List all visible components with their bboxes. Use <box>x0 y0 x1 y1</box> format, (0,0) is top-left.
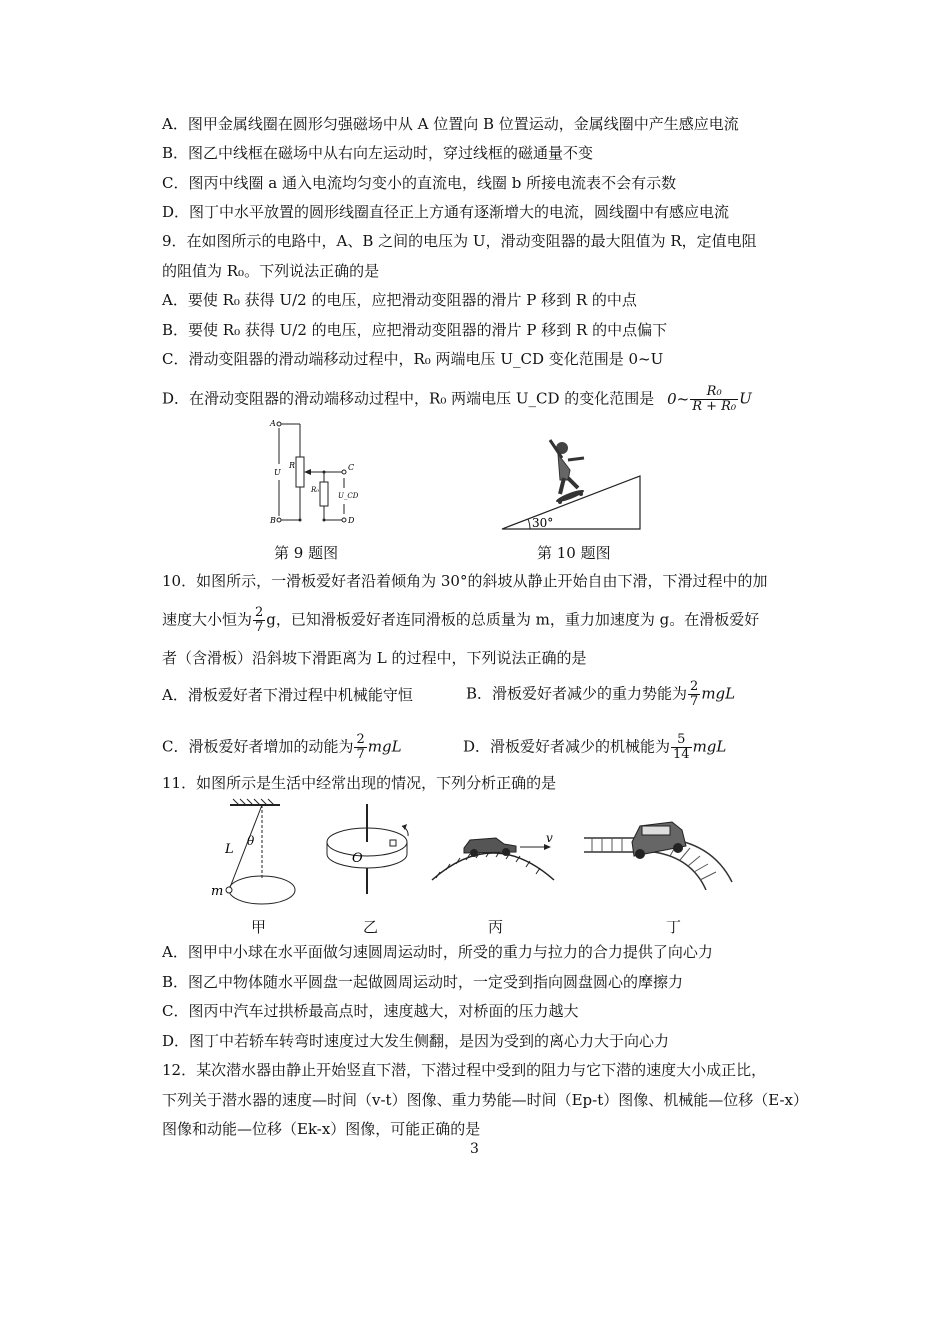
q8-option-c: C．图丙中线圈 a 通入电流均匀变小的直流电，线圈 b 所接电流表不会有示数 <box>162 174 677 192</box>
q10-c-den: 7 <box>356 747 365 762</box>
q12-stem-line3: 图像和动能—位移（Ek-x）图像，可能正确的是 <box>162 1120 481 1138</box>
q10-option-b <box>466 680 735 709</box>
q10-d-pre: D．滑板爱好者减少的机械能为 <box>463 737 671 756</box>
q11-label-l: L <box>225 842 234 857</box>
q9-d-fraction <box>690 385 738 414</box>
q9-option-d-text: D．在滑动变阻器的滑动端移动过程中，R₀ 两端电压 U_CD 的变化范围是 <box>162 389 655 408</box>
q10-slope-figure <box>498 428 648 534</box>
q10-d-post: mgL <box>692 737 727 756</box>
q11-option-b: B．图乙中物体随水平圆盘一起做圆周运动时，一定受到指向圆盘圆心的摩擦力 <box>162 973 684 991</box>
q10-stem2-post: g，已知滑板爱好者连同滑板的总质量为 m，重力加速度为 g。在滑板爱好 <box>266 610 760 629</box>
q10-c-post: mgL <box>367 737 402 756</box>
q12-stem-line2: 下列关于潜水器的速度—时间（v-t）图像、重力势能—时间（Ep-t）图像、机械能—位移（E-x） <box>162 1091 808 1109</box>
q10-stem-line1: 10．如图所示，一滑板爱好者沿着倾角为 30°的斜坡从静止开始自由下滑，下滑过程中的加 <box>162 572 768 590</box>
q10-option-c <box>162 733 402 762</box>
q8-option-a: A．图甲金属线圈在圆形匀强磁场中从 A 位置向 B 位置运动，金属线圈中产生感应电流 <box>162 115 739 133</box>
q10-option-a: A．滑板爱好者下滑过程中机械能守恒 <box>162 686 413 704</box>
q9-label-ucd: U_CD <box>338 492 359 500</box>
q11-option-c: C．图丙中汽车过拱桥最高点时，速度越大，对桥面的压力越大 <box>162 1002 579 1020</box>
q11-label-m: m <box>211 884 224 899</box>
page-number: 3 <box>470 1141 479 1157</box>
q9-figure-caption: 第 9 题图 <box>274 544 339 562</box>
q9-d-fraction-num: R₀ <box>690 385 738 400</box>
q11-option-a: A．图甲中小球在水平面做匀速圆周运动时，所受的重力与拉力的合力提供了向心力 <box>162 943 713 961</box>
q12-stem-line1: 12．某次潜水器由静止开始竖直下潜，下潜过程中受到的阻力与它下潜的速度大小成正比， <box>162 1061 767 1079</box>
q9-label-a: A <box>270 419 276 428</box>
q9-label-u: U <box>274 468 281 477</box>
q11-stem: 11．如图所示是生活中经常出现的情况，下列分析正确的是 <box>162 774 557 792</box>
q10-b-num: 2 <box>690 679 699 694</box>
q10-b-post: mgL <box>701 684 736 703</box>
q9-d-range-start: 0~ <box>667 389 690 408</box>
q10-b-pre: B．滑板爱好者减少的重力势能为 <box>466 684 688 703</box>
q10-option-d <box>463 733 726 762</box>
q9-option-b: B．要使 R₀ 获得 U/2 的电压，应把滑动变阻器的滑片 P 移到 R 的中点偏下 <box>162 321 668 339</box>
q10-stem2-pre: 速度大小恒为 <box>162 610 253 629</box>
q9-label-r: R <box>289 461 296 470</box>
q10-b-den: 7 <box>690 694 699 709</box>
q11-caption-jia: 甲 <box>251 918 267 936</box>
q10-d-den: 14 <box>673 747 690 762</box>
q11-fig-yi <box>322 802 417 897</box>
q9-label-d: D <box>348 516 355 525</box>
q10-accel-fraction <box>253 606 265 635</box>
car-icon <box>464 838 516 857</box>
q9-stem-line1: 9．在如图所示的电路中，A、B 之间的电压为 U，滑动变阻器的最大阻值为 R，定值电阻 <box>162 232 757 250</box>
q9-stem-line2: 的阻值为 R₀。下列说法正确的是 <box>162 262 380 280</box>
q9-label-b: B <box>270 516 276 525</box>
q10-d-num: 5 <box>671 733 692 748</box>
q10-angle-label: 30° <box>532 516 554 530</box>
q10-accel-num: 2 <box>255 605 264 620</box>
q11-fig-jia <box>205 797 305 907</box>
q8-option-d: D．图丁中水平放置的圆形线圈直径正上方通有逐渐增大的电流，圆线圈中有感应电流 <box>162 203 730 221</box>
q10-c-fraction <box>354 733 366 762</box>
q9-label-c: C <box>348 463 355 472</box>
q11-label-theta: θ <box>247 834 255 848</box>
q10-figure-caption: 第 10 题图 <box>537 544 611 562</box>
q10-c-pre: C．滑板爱好者增加的动能为 <box>162 737 354 756</box>
q9-option-a: A．要使 R₀ 获得 U/2 的电压，应把滑动变阻器的滑片 P 移到 R 的中点 <box>162 291 637 309</box>
skateboarder-icon <box>550 440 585 504</box>
q11-label-v: v <box>546 831 553 845</box>
q9-circuit-figure <box>262 418 372 528</box>
q11-caption-ding: 丁 <box>666 918 682 936</box>
q10-d-fraction <box>671 733 692 762</box>
q10-stem-line2 <box>162 606 759 635</box>
q11-option-d: D．图丁中若轿车转弯时速度过大发生侧翻，是因为受到的离心力大于向心力 <box>162 1032 670 1050</box>
q10-c-num: 2 <box>356 732 365 747</box>
q9-d-fraction-den: R + R₀ <box>692 399 737 414</box>
q9-d-range-end: U <box>739 389 752 408</box>
q9-option-d <box>162 385 752 414</box>
q9-option-c: C．滑动变阻器的滑动端移动过程中，R₀ 两端电压 U_CD 变化范围是 0~U <box>162 350 664 368</box>
q10-b-fraction <box>688 680 700 709</box>
q8-option-b: B．图乙中线框在磁场中从右向左运动时，穿过线框的磁通量不变 <box>162 144 594 162</box>
q11-caption-bing: 丙 <box>488 918 504 936</box>
q11-fig-ding <box>582 812 742 892</box>
q11-caption-yi: 乙 <box>363 918 379 936</box>
q10-accel-den: 7 <box>255 620 264 635</box>
q11-label-o: O <box>352 851 363 866</box>
q10-stem-line3: 者（含滑板）沿斜坡下滑距离为 L 的过程中，下列说法正确的是 <box>162 649 587 667</box>
q11-fig-bing <box>428 822 558 884</box>
q9-label-r0: R₀ <box>311 486 320 494</box>
